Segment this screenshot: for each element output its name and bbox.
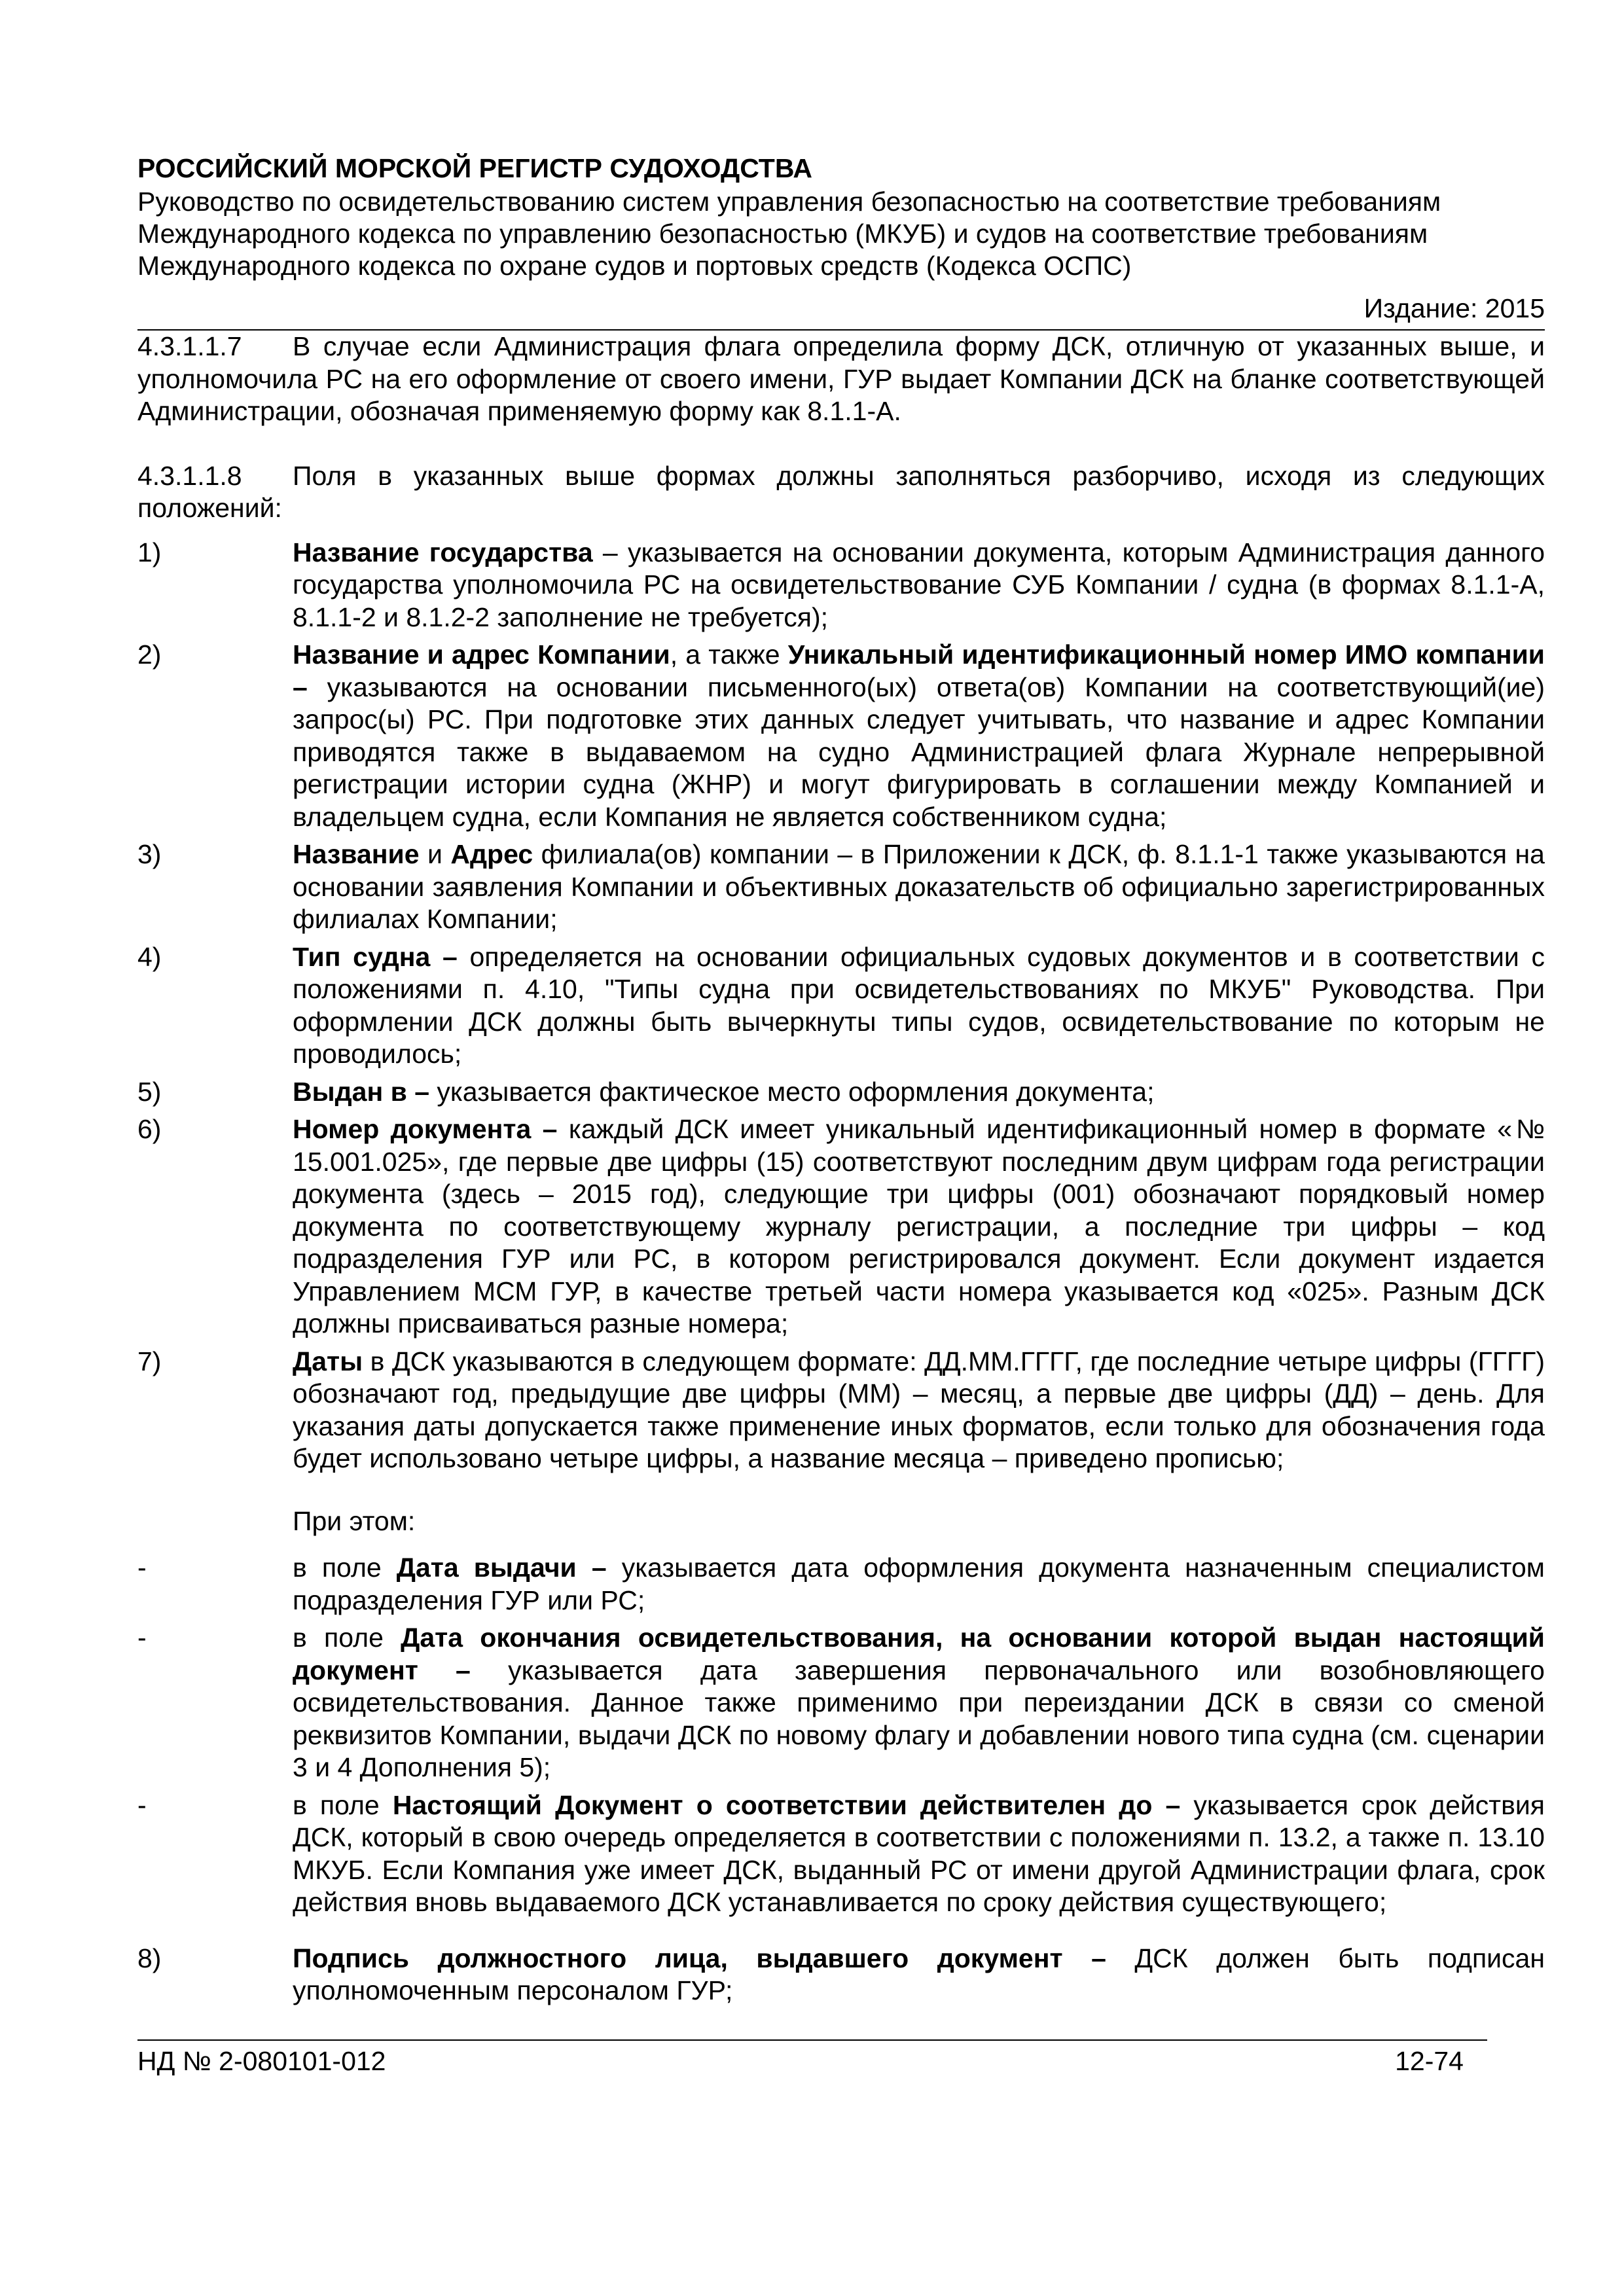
dash-marker: - xyxy=(137,1789,147,1820)
list-marker: 5) xyxy=(137,1076,162,1107)
subtitle-line: Руководство по освидетельствованию систем управления безопасностью на соответствие требованиям xyxy=(137,187,1441,217)
field-name: Уникальный идентификационный номер ИМО компании – xyxy=(293,639,1545,702)
field-description: филиала(ов) компании – в Приложении к ДСК, ф. 8.1.1-1 также указываются на основании заявления Компании и объективных доказательств об официально зарегистрированных филиалах Компании; xyxy=(293,839,1545,934)
field-name: Адрес xyxy=(450,839,533,869)
field-description: – указывается на основании документа, которым Администрация данного государства уполномочила РС на освидетельствование СУБ Компании / судна (в формах 8.1.1-А, 8.1.1-2 и 8.1.2-2 заполнение не требуется); xyxy=(293,537,1545,632)
list-marker: 7) xyxy=(137,1346,162,1376)
paragraph-text: Поля в указанных выше формах должны заполняться разборчиво, исходя из следующих положений: xyxy=(137,460,1545,523)
paragraph-number: 4.3.1.1.8 xyxy=(137,460,242,491)
dash-item-1 xyxy=(137,1552,1545,1617)
document-subtitle xyxy=(137,186,1545,282)
list-item-8 xyxy=(137,1943,1545,2007)
field-name: Тип судна – xyxy=(293,941,458,972)
field-prefix: в поле xyxy=(293,1789,393,1820)
organization-title: РОССИЙСКИЙ МОРСКОЙ РЕГИСТР СУДОХОДСТВА xyxy=(137,153,813,183)
list-marker: 6) xyxy=(137,1114,162,1144)
list-marker: 2) xyxy=(137,639,162,670)
field-prefix: в поле xyxy=(293,1552,397,1583)
field-description: указывается дата оформления документа назначенным специалистом подразделения ГУР или РС; xyxy=(293,1552,1545,1615)
field-description: в ДСК указываются в следующем формате: ДД.ММ.ГГГГ, где последние четыре цифры (ГГГГ) обозначают год, предыдущие две цифры (ММ) – месяц, а первые две цифры (ДД) – день. Для указания даты допускается также применение иных форматов, если только для обозначения года будет использовано четыре цифры, а название месяца – приведено прописью; xyxy=(293,1346,1545,1473)
list-item-1 xyxy=(137,537,1545,634)
list-item-6 xyxy=(137,1113,1545,1340)
field-description: указывается срок действия ДСК, который в свою очередь определяется в соответствии с положениями п. 13.2, а также п. 13.10 МКУБ. Если Компания уже имеет ДСК, выданный РС от имени другой Администрации флага, срок действия вновь выдаваемого ДСК устанавливается по сроку действия существующего; xyxy=(293,1789,1545,1917)
dash-marker: - xyxy=(137,1552,147,1583)
field-description: указывается дата завершения первоначального или возобновляющего освидетельствования. Данное также применимо при переиздании ДСК в связи со сменой реквизитов Компании, выдачи ДСК по новому флагу и добавлении нового типа судна (см. сценарии 3 и 4 Дополнения 5); xyxy=(293,1655,1545,1782)
subtitle-line: Международного кодекса по охране судов и портовых средств (Кодекса ОСПС) xyxy=(137,251,1132,281)
field-name: Настоящий Документ о соответствии действителен до – xyxy=(392,1789,1181,1820)
footer-divider xyxy=(137,2039,1487,2041)
pri-etom-label: При этом: xyxy=(293,1505,416,1536)
list-marker: 1) xyxy=(137,537,162,567)
field-prefix: в поле xyxy=(293,1623,401,1653)
field-description: ДСК должен быть подписан уполномоченным персоналом ГУР; xyxy=(293,1943,1545,2005)
field-name: Даты xyxy=(293,1346,363,1376)
field-name: Дата окончания освидетельствования, на основании которой выдан настоящий документ – xyxy=(293,1623,1545,1685)
field-name: Номер документа – xyxy=(293,1114,558,1144)
list-marker: 3) xyxy=(137,839,162,869)
field-description: определяется на основании официальных судовых документов и в соответствии с положениями п. 4.10, "Типы судна при освидетельствованиях по МКУБ" Руководства. При оформлении ДСК должны быть вычеркнуты типы судов, освидетельствование по которым не проводилось; xyxy=(293,941,1545,1069)
field-description: , а также xyxy=(670,639,788,670)
list-item-2 xyxy=(137,639,1545,833)
page-number: 12-74 xyxy=(1395,2046,1464,2076)
list-marker: 4) xyxy=(137,941,162,972)
subtitle-line: Международного кодекса по управлению безопасностью (МКУБ) и судов на соответствие требованиям xyxy=(137,219,1428,249)
dash-item-2 xyxy=(137,1622,1545,1784)
document-number: НД № 2-080101-012 xyxy=(137,2046,386,2076)
field-name: Название и адрес Компании xyxy=(293,639,670,670)
paragraph-4-3-1-1-8 xyxy=(137,460,1545,525)
field-description: и xyxy=(419,839,451,869)
list-item-3 xyxy=(137,838,1545,936)
field-name: Дата выдачи – xyxy=(396,1552,607,1583)
field-description: указываются на основании письменного(ых) ответа(ов) Компании на соответствующий(ие) запрос(ы) РС. При подготовке этих данных следует учитывать, что название и адрес Компании приводятся также в выдаваемом на судно Администрацией флага Журнале непрерывной регистрации истории судна (ЖНР) и могут фигурировать в соглашении между Компанией и владельцем судна, если Компания не является собственником судна; xyxy=(293,672,1545,832)
field-description: указывается фактическое место оформления документа; xyxy=(429,1076,1155,1107)
list-item-7 xyxy=(137,1346,1545,1475)
field-name: Название xyxy=(293,839,420,869)
dash-marker: - xyxy=(137,1623,147,1653)
field-name: Выдан в – xyxy=(293,1076,430,1107)
paragraph-text: В случае если Администрация флага определила форму ДСК, отличную от указанных выше, и уполномочила РС на его оформление от своего имени, ГУР выдает Компании ДСК на бланке соответствующей Администрации, обозначая применяемую форму как 8.1.1-А. xyxy=(137,331,1545,426)
dash-item-3 xyxy=(137,1789,1545,1919)
field-description: каждый ДСК имеет уникальный идентификационный номер в формате «№ 15.001.025», где первые две цифры (15) соответствуют последним двум цифрам года регистрации документа (здесь – 2015 год), следующие три цифры (001) обозначают порядковый номер документа по соответствующему журналу регистрации, а последние три цифры – код подразделения ГУР или РС, в котором регистрировался документ. Если документ издается Управлением МСМ ГУР, в качестве третьей части номера указывается код «025». Разным ДСК должны присваиваться разные номера; xyxy=(293,1114,1545,1338)
paragraph-4-3-1-1-7 xyxy=(137,331,1545,428)
edition-label: Издание: 2015 xyxy=(1363,293,1545,323)
field-name: Подпись должностного лица, выдавшего документ – xyxy=(293,1943,1106,1973)
list-marker: 8) xyxy=(137,1943,162,1973)
list-item-4 xyxy=(137,941,1545,1071)
list-item-5 xyxy=(137,1076,1545,1109)
paragraph-number: 4.3.1.1.7 xyxy=(137,331,242,361)
field-name: Название государства xyxy=(293,537,593,567)
document-body xyxy=(137,331,1545,2013)
